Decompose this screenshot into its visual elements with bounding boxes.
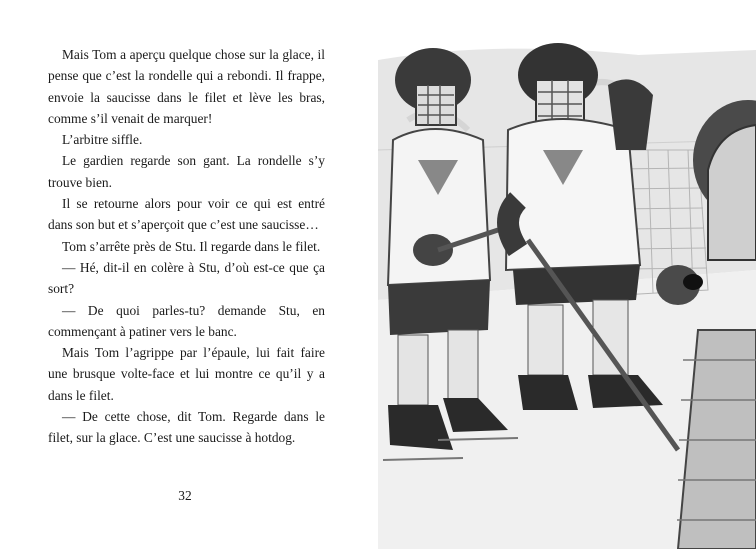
paragraph-4: Il se retourne alors pour voir ce qui est entré dans son but et s’aperçoit que c’est une saucisse… xyxy=(48,196,325,233)
paragraph-5: Tom s’arrête près de Stu. Il regarde dans le filet. xyxy=(62,238,321,254)
paragraph-9: — De cette chose, dit Tom. Regarde dans le filet, sur la glace. C’est une saucisse à hotdog. xyxy=(48,409,325,446)
illustration-svg xyxy=(378,0,756,549)
paragraph-2: L’arbitre siffle. xyxy=(62,132,143,148)
paragraph-7: — De quoi parles-tu? demande Stu, en commençant à patiner vers le banc. xyxy=(48,302,325,339)
hockey-players-illustration xyxy=(378,0,756,549)
story-text xyxy=(48,44,325,449)
paragraph-3: Le gardien regarde son gant. La rondelle s’y trouve bien. xyxy=(48,153,325,190)
paragraph-6: — Hé, dit-il en colère à Stu, d’où est-ce que ça sort? xyxy=(48,259,325,297)
page-number: 32 xyxy=(178,488,192,503)
paragraph-8: Mais Tom l’agrippe par l’épaule, lui fait faire une brusque volte-face et lui montre ce qu’il y a dans le filet. xyxy=(48,345,325,403)
paragraph-1: Mais Tom a aperçu quelque chose sur la glace, il pense que c’est la rondelle qui a rebondi. Il frappe, envoie la saucisse dans le filet et lève les bras, comme s’il venait de marquer! xyxy=(48,47,325,126)
